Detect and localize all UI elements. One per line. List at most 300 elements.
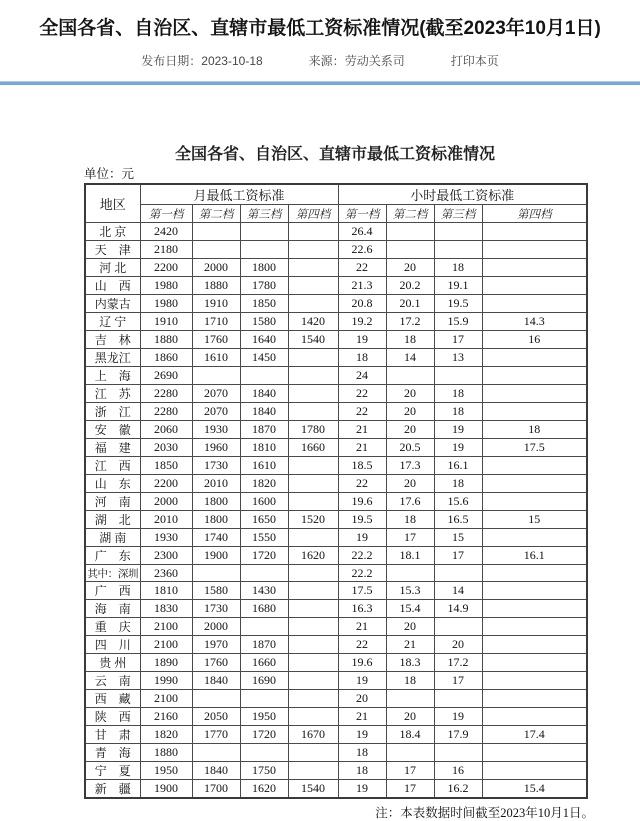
source-label: 来源： (308, 54, 345, 68)
value-cell (240, 690, 288, 708)
value-cell: 20 (386, 259, 434, 277)
blue-divider (0, 81, 640, 85)
value-cell: 1980 (140, 295, 192, 313)
table-row (85, 529, 587, 547)
value-cell (288, 475, 338, 493)
value-cell: 18 (338, 744, 386, 762)
value-cell (288, 744, 338, 762)
value-cell: 1580 (240, 313, 288, 331)
value-cell: 22.2 (338, 547, 386, 565)
value-cell: 18 (386, 511, 434, 529)
publish-date-label: 发布日期： (141, 54, 202, 68)
table-row (85, 636, 587, 654)
value-cell (288, 529, 338, 547)
value-cell: 1520 (288, 511, 338, 529)
value-cell (288, 457, 338, 475)
region-cell: 北 京 (85, 223, 140, 241)
value-cell (482, 241, 587, 259)
value-cell: 16 (482, 331, 587, 349)
region-cell: 湖 南 (85, 529, 140, 547)
value-cell (288, 259, 338, 277)
value-cell (482, 457, 587, 475)
value-cell (434, 223, 482, 241)
region-cell: 贵 州 (85, 654, 140, 672)
table-row (85, 672, 587, 690)
value-cell: 19 (338, 529, 386, 547)
value-cell: 2280 (140, 385, 192, 403)
value-cell: 18 (434, 259, 482, 277)
value-cell (482, 690, 587, 708)
value-cell: 21 (386, 636, 434, 654)
value-cell: 1840 (240, 403, 288, 421)
value-cell: 2180 (140, 241, 192, 259)
table-row (85, 313, 587, 331)
value-cell (288, 277, 338, 295)
table-row (85, 780, 587, 799)
monthly-group-header: 月最低工资标准 (140, 184, 338, 205)
value-cell: 1710 (192, 313, 240, 331)
value-cell: 1880 (192, 277, 240, 295)
region-cell: 宁 夏 (85, 762, 140, 780)
value-cell (288, 493, 338, 511)
value-cell: 1870 (240, 421, 288, 439)
region-cell: 吉 林 (85, 331, 140, 349)
region-cell: 河 南 (85, 493, 140, 511)
value-cell: 19 (434, 439, 482, 457)
region-cell: 天 津 (85, 241, 140, 259)
value-cell (288, 618, 338, 636)
value-cell (386, 565, 434, 582)
value-cell (240, 223, 288, 241)
value-cell: 16.1 (482, 547, 587, 565)
value-cell: 16 (434, 762, 482, 780)
value-cell: 22 (338, 403, 386, 421)
table-subtitle: 全国各省、自治区、直辖市最低工资标准情况 (174, 146, 495, 163)
value-cell: 1610 (192, 349, 240, 367)
value-cell: 17.5 (482, 439, 587, 457)
value-cell: 18.1 (386, 547, 434, 565)
region-cell: 西 藏 (85, 690, 140, 708)
unit-label: 单位：元 (84, 167, 135, 181)
value-cell (482, 565, 587, 582)
value-cell: 1620 (288, 547, 338, 565)
value-cell: 20 (386, 403, 434, 421)
value-cell: 14 (434, 582, 482, 600)
value-cell: 1980 (140, 277, 192, 295)
value-cell: 1910 (140, 313, 192, 331)
value-cell: 19 (338, 780, 386, 799)
value-cell: 1840 (240, 385, 288, 403)
hourly-group-header: 小时最低工资标准 (338, 184, 587, 205)
value-cell: 22.6 (338, 241, 386, 259)
table-row (85, 708, 587, 726)
value-cell: 16.1 (434, 457, 482, 475)
value-cell: 19.6 (338, 654, 386, 672)
value-cell: 2100 (140, 690, 192, 708)
value-cell: 18 (434, 385, 482, 403)
value-cell: 18.4 (386, 726, 434, 744)
value-cell: 1600 (240, 493, 288, 511)
value-cell: 1870 (240, 636, 288, 654)
value-cell: 1820 (140, 726, 192, 744)
value-cell: 1770 (192, 726, 240, 744)
value-cell: 18 (386, 331, 434, 349)
source-value: 劳动关系司 (344, 54, 405, 68)
value-cell: 1810 (140, 582, 192, 600)
value-cell (434, 241, 482, 259)
region-cell: 辽 宁 (85, 313, 140, 331)
table-note: 注：本表数据时间截至2023年10月1日。 (375, 806, 594, 821)
table-row (85, 403, 587, 421)
value-cell: 1760 (192, 331, 240, 349)
value-cell: 16.3 (338, 600, 386, 618)
value-cell: 17.2 (434, 654, 482, 672)
value-cell: 19.6 (338, 493, 386, 511)
value-cell: 20 (386, 708, 434, 726)
table-row (85, 367, 587, 385)
value-cell: 2010 (140, 511, 192, 529)
value-cell (482, 259, 587, 277)
value-cell: 2690 (140, 367, 192, 385)
value-cell: 2200 (140, 259, 192, 277)
value-cell (482, 277, 587, 295)
region-cell: 湖 北 (85, 511, 140, 529)
value-cell (482, 636, 587, 654)
value-cell (288, 582, 338, 600)
value-cell: 19 (338, 672, 386, 690)
value-cell: 1540 (288, 780, 338, 799)
value-cell: 1950 (240, 708, 288, 726)
value-cell: 2070 (192, 385, 240, 403)
table-row (85, 241, 587, 259)
value-cell: 1900 (140, 780, 192, 799)
value-cell: 14 (386, 349, 434, 367)
value-cell: 2000 (140, 493, 192, 511)
value-cell (288, 241, 338, 259)
value-cell: 17 (386, 762, 434, 780)
value-cell: 1900 (192, 547, 240, 565)
value-cell: 17 (434, 547, 482, 565)
value-cell: 17.5 (338, 582, 386, 600)
value-cell: 2160 (140, 708, 192, 726)
value-cell: 1690 (240, 672, 288, 690)
region-cell: 四 川 (85, 636, 140, 654)
value-cell (240, 565, 288, 582)
value-cell (482, 672, 587, 690)
table-row (85, 457, 587, 475)
value-cell: 1910 (192, 295, 240, 313)
table-row (85, 726, 587, 744)
tier-header-cell: 第一档 (140, 205, 192, 223)
region-cell: 重 庆 (85, 618, 140, 636)
value-cell: 1720 (240, 547, 288, 565)
table-row (85, 259, 587, 277)
value-cell: 20 (386, 475, 434, 493)
value-cell: 2010 (192, 475, 240, 493)
tier-header-cell: 第四档 (288, 205, 338, 223)
value-cell (288, 223, 338, 241)
value-cell: 22 (338, 636, 386, 654)
value-cell (288, 654, 338, 672)
value-cell: 1930 (140, 529, 192, 547)
value-cell: 20.1 (386, 295, 434, 313)
tier-header-cell: 第一档 (338, 205, 386, 223)
value-cell: 1840 (192, 672, 240, 690)
tier-header-cell: 第四档 (482, 205, 587, 223)
value-cell: 21 (338, 618, 386, 636)
region-header-cell: 地区 (85, 184, 140, 223)
region-cell: 海 南 (85, 600, 140, 618)
value-cell: 1580 (192, 582, 240, 600)
value-cell (482, 708, 587, 726)
value-cell (482, 385, 587, 403)
value-cell: 1860 (140, 349, 192, 367)
value-cell: 1840 (192, 762, 240, 780)
value-cell: 16.5 (434, 511, 482, 529)
value-cell: 1740 (192, 529, 240, 547)
table-row (85, 385, 587, 403)
value-cell: 1930 (192, 421, 240, 439)
value-cell (240, 241, 288, 259)
value-cell: 1620 (240, 780, 288, 799)
tier-header-cell: 第二档 (192, 205, 240, 223)
value-cell: 22 (338, 385, 386, 403)
value-cell: 2070 (192, 403, 240, 421)
value-cell: 1420 (288, 313, 338, 331)
value-cell: 24 (338, 367, 386, 385)
value-cell: 1450 (240, 349, 288, 367)
region-cell: 云 南 (85, 672, 140, 690)
value-cell: 18.3 (386, 654, 434, 672)
region-cell: 新 疆 (85, 780, 140, 799)
value-cell (482, 349, 587, 367)
table-header (85, 184, 587, 223)
value-cell: 19.5 (434, 295, 482, 313)
value-cell: 1850 (240, 295, 288, 313)
value-cell: 21 (338, 708, 386, 726)
table-row (85, 618, 587, 636)
value-cell (482, 295, 587, 313)
value-cell (434, 367, 482, 385)
value-cell (434, 565, 482, 582)
table-row (85, 690, 587, 708)
value-cell: 2420 (140, 223, 192, 241)
value-cell (482, 744, 587, 762)
table-row (85, 277, 587, 295)
table-row (85, 493, 587, 511)
value-cell (386, 744, 434, 762)
value-cell: 13 (434, 349, 482, 367)
value-cell: 1850 (140, 457, 192, 475)
value-cell: 15.4 (482, 780, 587, 799)
value-cell: 15.6 (434, 493, 482, 511)
article-content (84, 145, 594, 821)
value-cell: 1890 (140, 654, 192, 672)
value-cell (482, 618, 587, 636)
table-row (85, 654, 587, 672)
value-cell (482, 582, 587, 600)
value-cell (240, 367, 288, 385)
value-cell (192, 241, 240, 259)
value-cell: 18 (482, 421, 587, 439)
value-cell: 1640 (240, 331, 288, 349)
value-cell: 18.5 (338, 457, 386, 475)
value-cell: 19.1 (434, 277, 482, 295)
value-cell: 15.9 (434, 313, 482, 331)
table-row (85, 582, 587, 600)
value-cell: 1550 (240, 529, 288, 547)
value-cell: 17 (434, 672, 482, 690)
value-cell: 20 (338, 690, 386, 708)
value-cell: 19 (434, 421, 482, 439)
publish-date-value: 2023-10-18 (201, 54, 263, 68)
table-row (85, 744, 587, 762)
article-header (0, 0, 640, 69)
value-cell: 18 (386, 672, 434, 690)
value-cell: 21 (338, 439, 386, 457)
region-cell: 安 徽 (85, 421, 140, 439)
value-cell (288, 690, 338, 708)
value-cell: 21.3 (338, 277, 386, 295)
value-cell: 2100 (140, 618, 192, 636)
value-cell: 2100 (140, 636, 192, 654)
table-row (85, 600, 587, 618)
value-cell: 2200 (140, 475, 192, 493)
value-cell (192, 565, 240, 582)
value-cell: 2050 (192, 708, 240, 726)
region-cell: 福 建 (85, 439, 140, 457)
table-row (85, 511, 587, 529)
value-cell: 17.6 (386, 493, 434, 511)
region-cell: 河 北 (85, 259, 140, 277)
value-cell: 16.2 (434, 780, 482, 799)
value-cell: 2280 (140, 403, 192, 421)
value-cell: 19 (338, 726, 386, 744)
value-cell: 1660 (288, 439, 338, 457)
value-cell: 17.2 (386, 313, 434, 331)
tier-header-cell: 第三档 (434, 205, 482, 223)
value-cell: 1730 (192, 600, 240, 618)
value-cell (288, 762, 338, 780)
value-cell: 21 (338, 421, 386, 439)
value-cell: 15 (434, 529, 482, 547)
value-cell (482, 367, 587, 385)
value-cell: 17 (386, 780, 434, 799)
value-cell (288, 385, 338, 403)
value-cell: 19.5 (338, 511, 386, 529)
region-cell: 其中：深圳 (85, 565, 140, 582)
value-cell: 1830 (140, 600, 192, 618)
table-row (85, 331, 587, 349)
region-cell: 浙 江 (85, 403, 140, 421)
value-cell: 1800 (240, 259, 288, 277)
value-cell: 19 (434, 708, 482, 726)
value-cell: 17 (386, 529, 434, 547)
region-cell: 上 海 (85, 367, 140, 385)
print-page-link[interactable]: 打印本页 (450, 54, 499, 68)
value-cell: 1780 (288, 421, 338, 439)
table-row (85, 421, 587, 439)
value-cell: 14.9 (434, 600, 482, 618)
value-cell: 2360 (140, 565, 192, 582)
region-cell: 内蒙古 (85, 295, 140, 313)
value-cell: 20.5 (386, 439, 434, 457)
tier-header-cell: 第二档 (386, 205, 434, 223)
value-cell: 1880 (140, 744, 192, 762)
region-cell: 山 西 (85, 277, 140, 295)
region-cell: 广 东 (85, 547, 140, 565)
region-cell: 广 西 (85, 582, 140, 600)
region-cell: 甘 肃 (85, 726, 140, 744)
value-cell: 1880 (140, 331, 192, 349)
value-cell: 1680 (240, 600, 288, 618)
value-cell (288, 565, 338, 582)
value-cell (240, 618, 288, 636)
table-row (85, 295, 587, 313)
value-cell (240, 744, 288, 762)
value-cell (482, 403, 587, 421)
region-cell: 陕 西 (85, 708, 140, 726)
value-cell (434, 690, 482, 708)
tier-header-cell: 第三档 (240, 205, 288, 223)
value-cell: 17 (434, 331, 482, 349)
value-cell: 1970 (192, 636, 240, 654)
value-cell: 17.4 (482, 726, 587, 744)
value-cell: 1720 (240, 726, 288, 744)
value-cell (288, 600, 338, 618)
value-cell: 20.2 (386, 277, 434, 295)
region-cell: 青 海 (85, 744, 140, 762)
value-cell: 18 (338, 349, 386, 367)
value-cell (288, 349, 338, 367)
value-cell (192, 367, 240, 385)
table-row (85, 349, 587, 367)
value-cell: 1540 (288, 331, 338, 349)
value-cell (288, 672, 338, 690)
value-cell: 17.9 (434, 726, 482, 744)
value-cell: 1750 (240, 762, 288, 780)
article-meta (0, 54, 640, 69)
value-cell: 1700 (192, 780, 240, 799)
value-cell: 1800 (192, 511, 240, 529)
region-cell: 黑龙江 (85, 349, 140, 367)
value-cell: 1610 (240, 457, 288, 475)
value-cell: 18 (434, 403, 482, 421)
value-cell: 20.8 (338, 295, 386, 313)
value-cell (288, 367, 338, 385)
region-cell: 江 苏 (85, 385, 140, 403)
value-cell: 1800 (192, 493, 240, 511)
value-cell (482, 654, 587, 672)
value-cell: 1660 (240, 654, 288, 672)
value-cell (386, 367, 434, 385)
value-cell: 20 (386, 421, 434, 439)
table-row (85, 439, 587, 457)
value-cell (482, 475, 587, 493)
minimum-wage-table (84, 183, 588, 799)
value-cell (288, 708, 338, 726)
region-cell: 山 东 (85, 475, 140, 493)
value-cell (288, 403, 338, 421)
table-row (85, 762, 587, 780)
table-row (85, 565, 587, 582)
value-cell (482, 600, 587, 618)
wage-table-body (85, 223, 587, 799)
value-cell: 2030 (140, 439, 192, 457)
value-cell (482, 223, 587, 241)
source (309, 54, 405, 69)
value-cell: 1430 (240, 582, 288, 600)
